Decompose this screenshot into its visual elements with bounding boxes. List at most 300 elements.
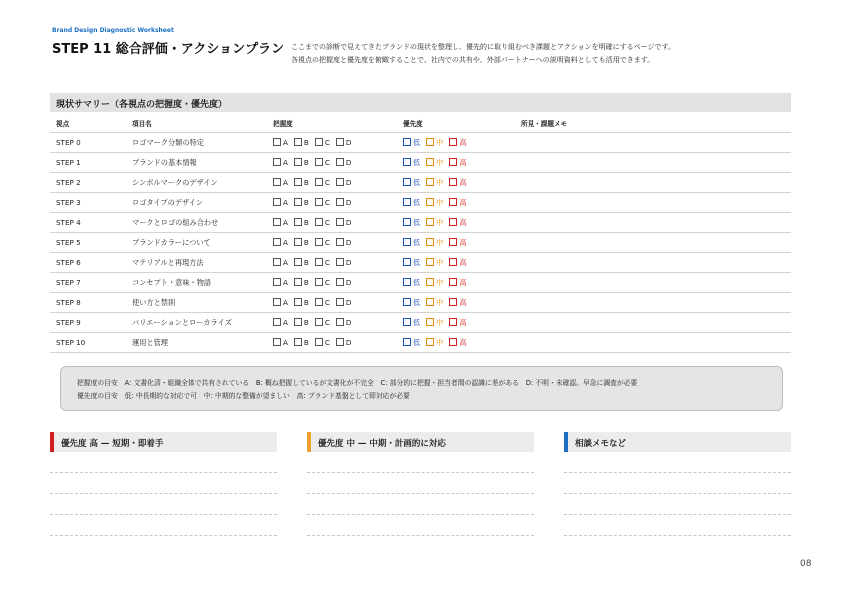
grasp-checkbox-b[interactable] [294, 198, 309, 207]
priority-options [397, 273, 515, 293]
grasp-checkbox-c[interactable] [315, 198, 330, 207]
priority-checkbox-high[interactable] [449, 338, 466, 348]
step-label: STEP 2 [50, 173, 126, 193]
item-name: 運用と管理 [126, 333, 267, 353]
grasp-checkbox-c[interactable] [315, 218, 330, 227]
memo-line[interactable] [564, 473, 791, 494]
grasp-checkbox-d[interactable] [336, 238, 352, 247]
step-label: STEP 5 [50, 233, 126, 253]
checkbox-square-icon [315, 278, 323, 286]
checkbox-label: 低 [413, 237, 421, 247]
memo-line[interactable] [50, 494, 277, 515]
priority-checkbox-low[interactable] [403, 298, 420, 308]
checkbox-label: 中 [436, 157, 444, 167]
checkbox-square-icon [403, 218, 411, 226]
checkbox-square-icon [294, 218, 302, 226]
grasp-checkbox-c[interactable] [315, 338, 330, 347]
checkbox-label: 低 [413, 317, 421, 327]
checkbox-square-icon [273, 158, 281, 166]
grasp-checkbox-d[interactable] [336, 218, 352, 227]
checkbox-square-icon [294, 278, 302, 286]
checkbox-label: A [283, 258, 288, 267]
item-name: 使い方と禁則 [126, 293, 267, 313]
checkbox-square-icon [315, 198, 323, 206]
grasp-options [267, 193, 397, 213]
checkbox-label: B [303, 318, 309, 327]
grasp-checkbox-a[interactable] [273, 218, 288, 227]
checkbox-label: A [283, 238, 288, 247]
column-header-notes: 所見・課題メモ [515, 113, 791, 133]
grasp-checkbox-a[interactable] [273, 258, 288, 267]
checkbox-square-icon [426, 198, 434, 206]
grasp-checkbox-b[interactable] [294, 278, 309, 287]
grasp-options [267, 333, 397, 353]
column-header-grasp: 把握度 [267, 113, 397, 133]
checkbox-square-icon [449, 278, 457, 286]
checkbox-square-icon [315, 258, 323, 266]
checkbox-label: 低 [413, 177, 421, 187]
priority-checkbox-high[interactable] [449, 158, 466, 168]
priority-options [397, 153, 515, 173]
checkbox-square-icon [336, 278, 344, 286]
column-header-item: 項目名 [126, 113, 267, 133]
summary-header-row [50, 113, 791, 133]
priority-checkbox-high[interactable] [449, 258, 466, 268]
priority-legend: 優先度の目安 低: 中長期的な対応で可 中: 中期的な整備が望ましい 高: ブランド基盤として即対応が必要 [77, 392, 410, 400]
checkbox-square-icon [315, 338, 323, 346]
checkbox-square-icon [403, 318, 411, 326]
checkbox-label: D [345, 138, 352, 147]
grasp-checkbox-d[interactable] [336, 198, 352, 207]
checkbox-label: C [324, 158, 330, 167]
summary-row [50, 273, 791, 293]
checkbox-label: 高 [459, 257, 467, 267]
checkbox-square-icon [273, 178, 281, 186]
checkbox-label: 低 [413, 197, 421, 207]
grasp-options [267, 273, 397, 293]
checkbox-square-icon [449, 198, 457, 206]
priority-checkbox-mid[interactable] [426, 298, 443, 308]
checkbox-label: C [324, 298, 330, 307]
grasp-checkbox-a[interactable] [273, 238, 288, 247]
memo-line[interactable] [564, 452, 791, 473]
item-name: ブランドカラーについて [126, 233, 267, 253]
grasp-checkbox-c[interactable] [315, 178, 330, 187]
checkbox-label: B [303, 278, 309, 287]
checkbox-label: 中 [436, 297, 444, 307]
priority-mid-label: 優先度 中 — 中期・計画的に対応 [318, 439, 446, 449]
checkbox-square-icon [426, 298, 434, 306]
checkbox-square-icon [294, 158, 302, 166]
checkbox-label: A [283, 278, 288, 287]
red-accent-bar [50, 432, 54, 452]
checkbox-square-icon [315, 238, 323, 246]
priority-checkbox-high[interactable] [449, 198, 466, 208]
grasp-checkbox-c[interactable] [315, 258, 330, 267]
consultation-notes-column [564, 432, 791, 536]
grasp-checkbox-d[interactable] [336, 158, 352, 167]
priority-checkbox-mid[interactable] [426, 198, 443, 208]
checkbox-square-icon [403, 298, 411, 306]
checkbox-label: A [283, 198, 288, 207]
priority-checkbox-low[interactable] [403, 318, 420, 328]
checkbox-label: 中 [436, 197, 444, 207]
step-label: STEP 1 [50, 153, 126, 173]
summary-row [50, 133, 791, 153]
checkbox-square-icon [336, 178, 344, 186]
checkbox-square-icon [449, 258, 457, 266]
summary-row [50, 293, 791, 313]
priority-checkbox-low[interactable] [403, 258, 420, 268]
page-description [291, 41, 675, 67]
checkbox-label: A [283, 218, 288, 227]
checkbox-label: 低 [413, 217, 421, 227]
memo-line[interactable] [307, 473, 534, 494]
checkbox-label: 中 [436, 337, 444, 347]
memo-line[interactable] [307, 452, 534, 473]
checkbox-square-icon [336, 158, 344, 166]
step-label: STEP 6 [50, 253, 126, 273]
checkbox-label: A [283, 158, 288, 167]
checkbox-square-icon [449, 138, 457, 146]
priority-checkbox-mid[interactable] [426, 238, 443, 248]
notes-cell[interactable] [515, 313, 791, 333]
checkbox-square-icon [426, 318, 434, 326]
priority-checkbox-low[interactable] [403, 178, 420, 188]
checkbox-square-icon [273, 238, 281, 246]
checkbox-label: 高 [459, 157, 467, 167]
grasp-checkbox-a[interactable] [273, 178, 288, 187]
grasp-options [267, 313, 397, 333]
notes-cell[interactable] [515, 233, 791, 253]
checkbox-label: D [345, 178, 352, 187]
priority-checkbox-mid[interactable] [426, 218, 443, 228]
grasp-options [267, 253, 397, 273]
checkbox-label: B [303, 138, 309, 147]
description-line: 各視点の把握度と優先度を俯瞰することで、社内での共有や、外部パートナーへの説明資料としても活用できます。 [291, 56, 655, 64]
grasp-checkbox-c[interactable] [315, 158, 330, 167]
item-name: マテリアルと再現方法 [126, 253, 267, 273]
checkbox-square-icon [403, 178, 411, 186]
step-label: STEP 4 [50, 213, 126, 233]
checkbox-square-icon [336, 238, 344, 246]
checkbox-square-icon [403, 278, 411, 286]
checkbox-label: 高 [459, 317, 467, 327]
memo-line[interactable] [307, 515, 534, 536]
priority-options [397, 173, 515, 193]
checkbox-label: 中 [436, 277, 444, 287]
grasp-checkbox-d[interactable] [336, 178, 352, 187]
checkbox-label: 中 [436, 137, 444, 147]
checkbox-square-icon [273, 198, 281, 206]
notes-cell[interactable] [515, 253, 791, 273]
step-label: STEP 9 [50, 313, 126, 333]
checkbox-label: D [345, 158, 352, 167]
grasp-checkbox-c[interactable] [315, 278, 330, 287]
description-line: ここまでの診断で見えてきたブランドの現状を整理し、優先的に取り組むべき課題とアクションを明確にするページです。 [291, 43, 675, 51]
checkbox-square-icon [315, 298, 323, 306]
checkbox-label: D [345, 298, 352, 307]
checkbox-label: 低 [413, 157, 421, 167]
grasp-checkbox-b[interactable] [294, 318, 309, 327]
checkbox-label: 高 [459, 177, 467, 187]
step-label: STEP 10 [50, 333, 126, 353]
summary-row [50, 213, 791, 233]
memo-line[interactable] [50, 452, 277, 473]
summary-row [50, 313, 791, 333]
priority-checkbox-low[interactable] [403, 218, 420, 228]
checkbox-label: 高 [459, 337, 467, 347]
grasp-checkbox-b[interactable] [294, 218, 309, 227]
grasp-checkbox-b[interactable] [294, 298, 309, 307]
grasp-options [267, 233, 397, 253]
priority-high-header [50, 432, 277, 452]
priority-mid-header [307, 432, 534, 452]
grasp-checkbox-a[interactable] [273, 158, 288, 167]
grasp-checkbox-a[interactable] [273, 318, 288, 327]
grasp-checkbox-b[interactable] [294, 178, 309, 187]
checkbox-square-icon [426, 278, 434, 286]
checkbox-square-icon [403, 198, 411, 206]
grasp-checkbox-d[interactable] [336, 298, 352, 307]
grasp-checkbox-c[interactable] [315, 298, 330, 307]
item-name: ロゴタイプのデザイン [126, 193, 267, 213]
checkbox-square-icon [336, 198, 344, 206]
grasp-checkbox-a[interactable] [273, 338, 288, 347]
notes-cell[interactable] [515, 293, 791, 313]
checkbox-label: 中 [436, 317, 444, 327]
grasp-checkbox-d[interactable] [336, 138, 352, 147]
checkbox-square-icon [336, 318, 344, 326]
checkbox-label: B [303, 238, 309, 247]
summary-row [50, 153, 791, 173]
checkbox-label: A [283, 338, 288, 347]
priority-checkbox-mid[interactable] [426, 158, 443, 168]
memo-line[interactable] [50, 515, 277, 536]
priority-checkbox-high[interactable] [449, 138, 466, 148]
memo-line[interactable] [564, 494, 791, 515]
summary-section-header [50, 93, 791, 112]
checkbox-square-icon [294, 318, 302, 326]
checkbox-label: D [345, 238, 352, 247]
checkbox-square-icon [426, 138, 434, 146]
checkbox-square-icon [449, 218, 457, 226]
checkbox-label: 高 [459, 217, 467, 227]
priority-options [397, 233, 515, 253]
checkbox-square-icon [273, 318, 281, 326]
checkbox-square-icon [315, 158, 323, 166]
checkbox-square-icon [336, 218, 344, 226]
checkbox-label: 低 [413, 277, 421, 287]
grasp-options [267, 133, 397, 153]
notes-cell[interactable] [515, 153, 791, 173]
checkbox-label: 高 [459, 277, 467, 287]
checkbox-label: 中 [436, 177, 444, 187]
grasp-options [267, 293, 397, 313]
checkbox-square-icon [449, 178, 457, 186]
checkbox-label: B [303, 258, 309, 267]
grasp-checkbox-b[interactable] [294, 238, 309, 247]
grasp-checkbox-c[interactable] [315, 138, 330, 147]
checkbox-square-icon [273, 218, 281, 226]
checkbox-label: 低 [413, 257, 421, 267]
priority-checkbox-high[interactable] [449, 318, 466, 328]
checkbox-square-icon [315, 138, 323, 146]
checkbox-square-icon [426, 178, 434, 186]
checkbox-label: A [283, 318, 288, 327]
checkbox-square-icon [294, 338, 302, 346]
checkbox-square-icon [315, 218, 323, 226]
checkbox-square-icon [315, 178, 323, 186]
grasp-checkbox-d[interactable] [336, 318, 352, 327]
checkbox-square-icon [294, 298, 302, 306]
priority-options [397, 333, 515, 353]
priority-checkbox-mid[interactable] [426, 318, 443, 328]
grasp-checkbox-d[interactable] [336, 258, 352, 267]
item-name: シンボルマークのデザイン [126, 173, 267, 193]
page-title: STEP 11 総合評価・アクションプラン [52, 42, 285, 57]
priority-checkbox-low[interactable] [403, 158, 420, 168]
checkbox-square-icon [273, 278, 281, 286]
priority-checkbox-low[interactable] [403, 238, 420, 248]
memo-line[interactable] [50, 473, 277, 494]
checkbox-square-icon [426, 218, 434, 226]
grasp-checkbox-d[interactable] [336, 338, 352, 347]
notes-cell[interactable] [515, 273, 791, 293]
checkbox-label: C [324, 198, 330, 207]
priority-checkbox-high[interactable] [449, 298, 466, 308]
priority-checkbox-mid[interactable] [426, 258, 443, 268]
priority-checkbox-mid[interactable] [426, 138, 443, 148]
checkbox-label: D [345, 338, 352, 347]
checkbox-label: 中 [436, 257, 444, 267]
step-label: STEP 8 [50, 293, 126, 313]
priority-checkbox-mid[interactable] [426, 338, 443, 348]
checkbox-square-icon [273, 298, 281, 306]
summary-row [50, 253, 791, 273]
priority-checkbox-low[interactable] [403, 338, 420, 348]
checkbox-label: B [303, 218, 309, 227]
priority-options [397, 293, 515, 313]
grasp-checkbox-a[interactable] [273, 298, 288, 307]
priority-checkbox-high[interactable] [449, 218, 466, 228]
priority-options [397, 193, 515, 213]
checkbox-label: 低 [413, 337, 421, 347]
grasp-checkbox-b[interactable] [294, 338, 309, 347]
checkbox-label: C [324, 218, 330, 227]
checkbox-label: B [303, 158, 309, 167]
checkbox-square-icon [294, 258, 302, 266]
priority-checkbox-low[interactable] [403, 138, 420, 148]
notes-cell[interactable] [515, 333, 791, 353]
priority-checkbox-low[interactable] [403, 278, 420, 288]
item-name: バリエーションとローカライズ [126, 313, 267, 333]
checkbox-square-icon [336, 138, 344, 146]
checkbox-label: 低 [413, 297, 421, 307]
priority-checkbox-high[interactable] [449, 278, 466, 288]
checkbox-label: B [303, 338, 309, 347]
grasp-checkbox-a[interactable] [273, 278, 288, 287]
checkbox-square-icon [336, 338, 344, 346]
grasp-checkbox-b[interactable] [294, 158, 309, 167]
priority-high-column [50, 432, 277, 536]
checkbox-label: 低 [413, 137, 421, 147]
checkbox-label: D [345, 258, 352, 267]
step-label: STEP 0 [50, 133, 126, 153]
grasp-options [267, 153, 397, 173]
grasp-checkbox-a[interactable] [273, 198, 288, 207]
checkbox-square-icon [426, 338, 434, 346]
checkbox-label: C [324, 338, 330, 347]
item-name: ロゴマーク分類の特定 [126, 133, 267, 153]
priority-mid-column [307, 432, 534, 536]
priority-checkbox-low[interactable] [403, 198, 420, 208]
memo-line[interactable] [564, 515, 791, 536]
checkbox-square-icon [426, 238, 434, 246]
priority-checkbox-mid[interactable] [426, 178, 443, 188]
checkbox-label: B [303, 298, 309, 307]
step-label: STEP 7 [50, 273, 126, 293]
checkbox-label: D [345, 218, 352, 227]
column-header-step: 視点 [50, 113, 126, 133]
checkbox-label: A [283, 138, 288, 147]
consultation-notes-label: 相談メモなど [575, 439, 627, 449]
checkbox-label: B [303, 178, 309, 187]
priority-options [397, 313, 515, 333]
checkbox-label: C [324, 178, 330, 187]
grasp-checkbox-d[interactable] [336, 278, 352, 287]
checkbox-square-icon [315, 318, 323, 326]
checkbox-square-icon [403, 338, 411, 346]
grasp-checkbox-a[interactable] [273, 138, 288, 147]
checkbox-square-icon [403, 158, 411, 166]
grasp-checkbox-c[interactable] [315, 318, 330, 327]
priority-options [397, 133, 515, 153]
item-name: マークとロゴの組み合わせ [126, 213, 267, 233]
notes-cell[interactable] [515, 193, 791, 213]
checkbox-square-icon [294, 198, 302, 206]
grasp-options [267, 173, 397, 193]
priority-checkbox-high[interactable] [449, 178, 466, 188]
item-name: ブランドの基本情報 [126, 153, 267, 173]
notes-cell[interactable] [515, 173, 791, 193]
summary-row [50, 193, 791, 213]
grasp-options [267, 213, 397, 233]
checkbox-square-icon [403, 138, 411, 146]
grasp-checkbox-b[interactable] [294, 138, 309, 147]
item-name: コンセプト・意味・物語 [126, 273, 267, 293]
memo-line[interactable] [307, 494, 534, 515]
summary-title: 現状サマリー（各視点の把握度・優先度） [56, 100, 228, 110]
checkbox-label: A [283, 178, 288, 187]
notes-cell[interactable] [515, 213, 791, 233]
priority-checkbox-high[interactable] [449, 238, 466, 248]
checkbox-label: A [283, 298, 288, 307]
summary-row [50, 173, 791, 193]
grasp-checkbox-c[interactable] [315, 238, 330, 247]
grasp-checkbox-b[interactable] [294, 258, 309, 267]
priority-checkbox-mid[interactable] [426, 278, 443, 288]
checkbox-label: D [345, 318, 352, 327]
checkbox-label: C [324, 238, 330, 247]
summary-row [50, 333, 791, 353]
checkbox-square-icon [403, 238, 411, 246]
blue-accent-bar [564, 432, 568, 452]
checkbox-label: 中 [436, 237, 444, 247]
checkbox-square-icon [336, 298, 344, 306]
notes-cell[interactable] [515, 133, 791, 153]
summary-row [50, 233, 791, 253]
